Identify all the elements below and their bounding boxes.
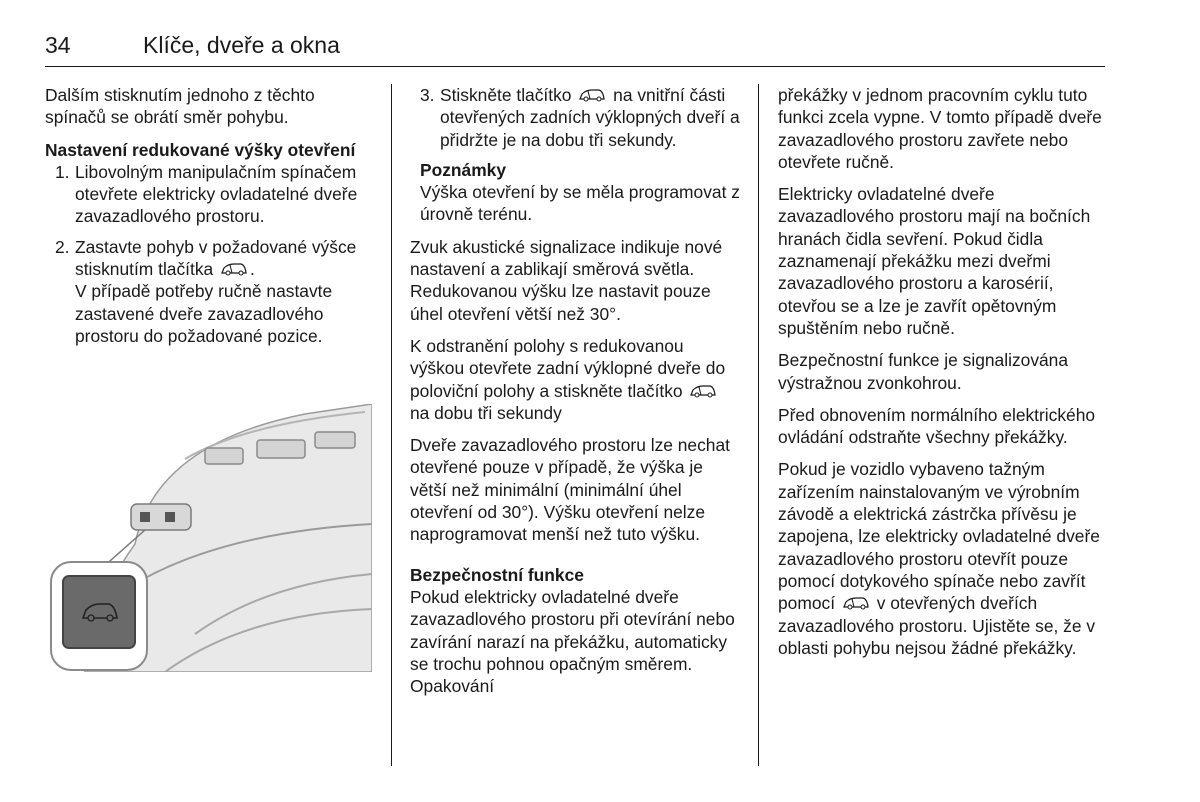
- list-item: [45, 236, 380, 347]
- list-item: [410, 84, 742, 151]
- section-heading-reduced-height: Nastavení redukované výšky otevření: [45, 139, 356, 160]
- paragraph: Dveře zavazadlového prostoru lze nechat otevřené pouze v případě, že výška je větší než minimální (minimální úhel otevření od 30°). Výšku otevření nelze naprogramovat menší než tuto výšku.: [410, 435, 730, 545]
- chapter-title: Klíče, dveře a okna: [143, 32, 340, 58]
- paragraph: [410, 335, 742, 424]
- paragraph: Zvuk akustické signalizace indikuje nové nastavení a zablikají směrová světla. Redukovanou výšku lze nastavit pouze úhel otevření větší než 30°.: [410, 236, 723, 324]
- step3-text-a: Stiskněte tlačítko: [440, 85, 572, 105]
- column-3: [778, 84, 1108, 669]
- intro-paragraph: Dalším stisknutím jednoho z těchto spínačů se obrátí směr pohybu.: [45, 85, 315, 128]
- list-text: [440, 84, 742, 151]
- step2-text-c: V případě potřeby ručně nastavte zastavené dveře zavazadlového prostoru do požadované pozice.: [75, 281, 333, 346]
- column-1: [45, 84, 380, 355]
- note-title: Poznámky: [420, 159, 507, 180]
- list-text: Libovolným manipulačním spínačem otevřete elektricky ovladatelné dveře zavazadlového prostoru.: [75, 161, 358, 227]
- page-number: 34: [45, 32, 71, 58]
- list-number: 1.: [55, 161, 70, 182]
- paragraph-text: na dobu tři sekundy: [410, 402, 562, 423]
- section-heading-safety: Bezpečnostní funkce: [410, 564, 584, 585]
- liftgate-switch-icon: [578, 88, 606, 102]
- page-header: [45, 30, 1105, 67]
- liftgate-switch-icon: [842, 596, 870, 610]
- liftgate-switch-icon: [220, 262, 248, 276]
- paragraph: Elektricky ovladatelné dveře zavazadlového prostoru mají na bočních hranách čidla sevření. Pokud čidla zaznamenají překážku mezi dveřmi zavazadlového prostoru a karosérií, otevřou se a lze je zavřít opětovným spuštěním nebo ručně.: [778, 184, 1091, 338]
- column-divider: [391, 84, 392, 766]
- note-text: Výška otevření by se měla programovat z úrovně terénu.: [420, 182, 740, 225]
- column-divider: [758, 84, 759, 766]
- paragraph: překážky v jednom pracovním cyklu tuto funkci zcela vypne. V tomto případě dveře zavazadlového prostoru zavřete nebo otevřete ručně.: [778, 85, 1102, 172]
- paragraph-text: Pokud je vozidlo vybaveno tažným zařízením nainstalovaným ve výrobním závodě a elektrická zástrčka přívěsu je zapojena, lze elektricky ovladatelné dveře zavazadlového prostoru otevřít pouze pomocí dotykového spínače nebo zavřít pomocí: [778, 459, 1100, 614]
- tailgate-illustration: [45, 404, 372, 672]
- paragraph-text: K odstranění polohy s redukovanou výškou otevřete zadní výklopné dveře do poloviční polohy a stiskněte tlačítko: [410, 335, 726, 401]
- list-item: [45, 161, 380, 228]
- paragraph-text: v otevřených dveřích zavazadlového prostoru. Ujistěte se, že v oblasti pohybu nejsou žádné překážky.: [778, 593, 1096, 658]
- paragraph: Před obnovením normálního elektrického ovládání odstraňte všechny překážky.: [778, 404, 1096, 448]
- column-2: [410, 84, 742, 707]
- list-number: 2.: [55, 236, 70, 257]
- step3-text-b: na vnitřní části otevřených zadních výklopných dveří a přidržte je na dobu tři sekundy.: [440, 85, 740, 150]
- list-number: 3.: [420, 85, 435, 105]
- paragraph: Pokud elektricky ovladatelné dveře zavazadlového prostoru při otevírání nebo zavírání narazí na překážku, automaticky se trochu pohnou opačným směrem. Opakování: [410, 586, 735, 697]
- paragraph: Bezpečnostní funkce je signalizována výstražnou zvonkohrou.: [778, 350, 1069, 393]
- step2-text-a: Zastavte pohyb v požadované výšce stisknutím tlačítka: [75, 236, 357, 280]
- liftgate-switch-icon: [689, 384, 717, 398]
- note-box: [410, 159, 742, 226]
- paragraph: [778, 458, 1108, 659]
- step2-text-b: .: [250, 259, 255, 280]
- list-text: [75, 236, 380, 347]
